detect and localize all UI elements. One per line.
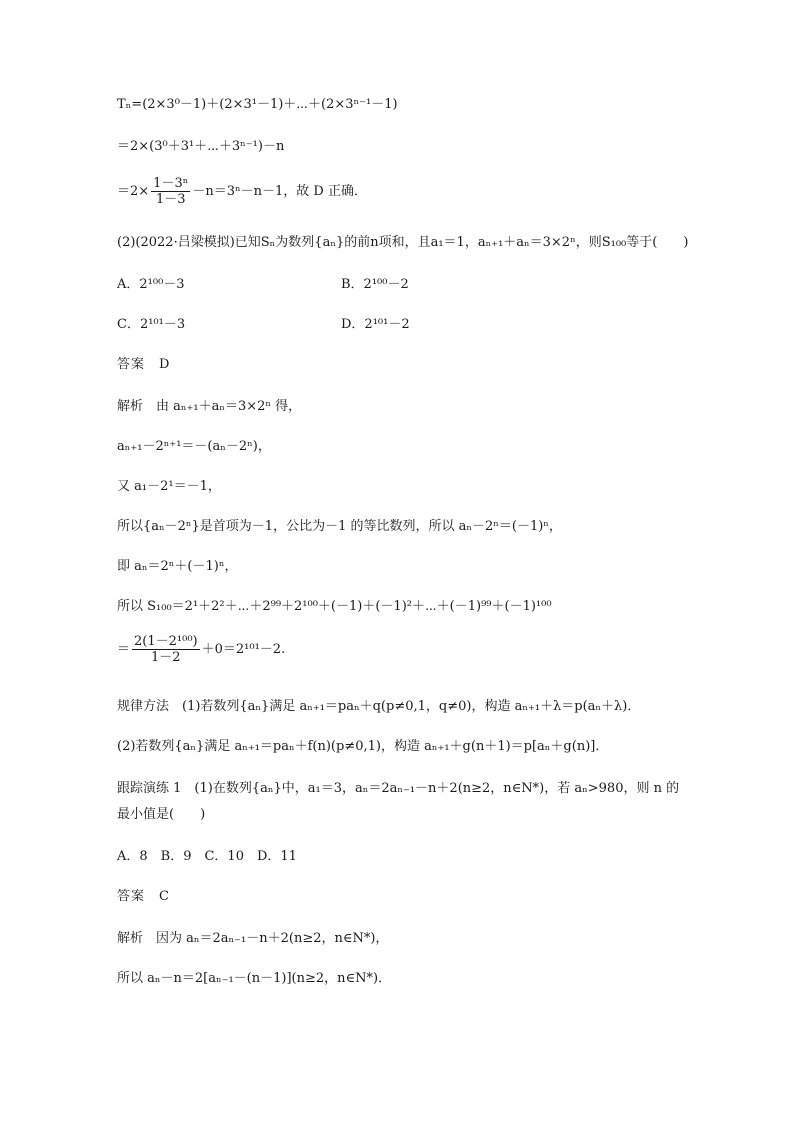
tracking-options: A．8 B．9 C．10 D．11 (117, 849, 297, 864)
option-b: B．2¹⁰⁰－2 (341, 277, 409, 292)
option-d: D．2¹⁰¹－2 (341, 317, 410, 332)
tn-result-suffix: －n＝3ⁿ－n－1，故 D 正确． (192, 184, 367, 199)
s100-fraction-denominator: 1－2 (151, 650, 181, 665)
answer-1: 答案 D (117, 357, 171, 372)
solution-2-step-2: 所以 aₙ－n＝2[aₙ₋₁－(n－1)](n≥2，n∈N*)． (117, 971, 392, 986)
option-c: C．2¹⁰¹－3 (117, 317, 186, 332)
answer-2: 答案 C (117, 889, 170, 904)
tn-result-prefix: ＝2× (117, 184, 150, 199)
solution-1-step-6: 所以 S₁₀₀＝2¹＋2²＋⋯＋2⁹⁹＋2¹⁰⁰＋(－1)＋(－1)²＋⋯＋(－1)⁹⁹＋(－1)¹⁰⁰ (117, 599, 552, 614)
tn-fraction-numerator: 1－3ⁿ (153, 176, 189, 191)
s100-fraction-numerator: 2(1－2¹⁰⁰) (134, 634, 198, 649)
tracking-exercise-line-1: 跟踪演练 1 (1)在数列{aₙ}中，a₁＝3，aₙ＝2aₙ₋₁－n＋2(n≥2，n∈N*)，若 aₙ>980，则 n 的 (117, 781, 680, 796)
tn-expansion-line: Tₙ=(2×3⁰－1)＋(2×3¹－1)＋⋯＋(2×3ⁿ⁻¹－1) (117, 97, 398, 112)
solution-1-intro: 解析 由 aₙ₊₁＋aₙ＝3×2ⁿ 得， (117, 399, 302, 414)
s100-fraction (132, 634, 200, 665)
question-2-stem: (2)(2022·吕梁模拟)已知Sₙ为数列{aₙ}的前n项和，且a₁＝1，aₙ₊₁＋aₙ＝3×2ⁿ，则S₁₀₀等于( ) (117, 235, 689, 250)
s100-result-suffix: ＋0＝2¹⁰¹－2. (201, 642, 286, 657)
method-rule-2: (2)若数列{aₙ}满足 aₙ₊₁＝paₙ＋f(n)(p≠0,1)，构造 aₙ₊₁＋g(n＋1)＝p[aₙ＋g(n)]． (117, 739, 609, 754)
option-a: A．2¹⁰⁰－3 (117, 277, 185, 292)
tn-fraction (151, 176, 190, 207)
method-rule-1: 规律方法 (1)若数列{aₙ}满足 aₙ₊₁＝paₙ＋q(p≠0,1，q≠0)，构造 aₙ₊₁＋λ＝p(aₙ＋λ)． (117, 699, 641, 714)
s100-result-prefix: ＝ (117, 642, 131, 657)
tn-result-line (117, 176, 367, 207)
solution-1-step-3: 又 a₁－2¹＝－1， (117, 479, 221, 494)
tn-fraction-denominator: 1－3 (155, 192, 186, 207)
solution-1-step-2: aₙ₊₁－2ⁿ⁺¹＝－(aₙ－2ⁿ)， (117, 439, 271, 454)
tracking-exercise-line-2: 最小值是( ) (117, 807, 206, 822)
tn-sum-line: ＝2×(3⁰＋3¹＋⋯＋3ⁿ⁻¹)－n (117, 139, 285, 154)
solution-2-intro: 解析 因为 aₙ＝2aₙ₋₁－n＋2(n≥2，n∈N*)， (117, 931, 389, 946)
solution-1-result-line (117, 634, 285, 665)
solution-1-step-5: 即 aₙ＝2ⁿ＋(－1)ⁿ， (117, 559, 238, 574)
solution-1-step-4: 所以{aₙ－2ⁿ}是首项为－1，公比为－1 的等比数列，所以 aₙ－2ⁿ＝(－1)ⁿ， (117, 519, 562, 534)
